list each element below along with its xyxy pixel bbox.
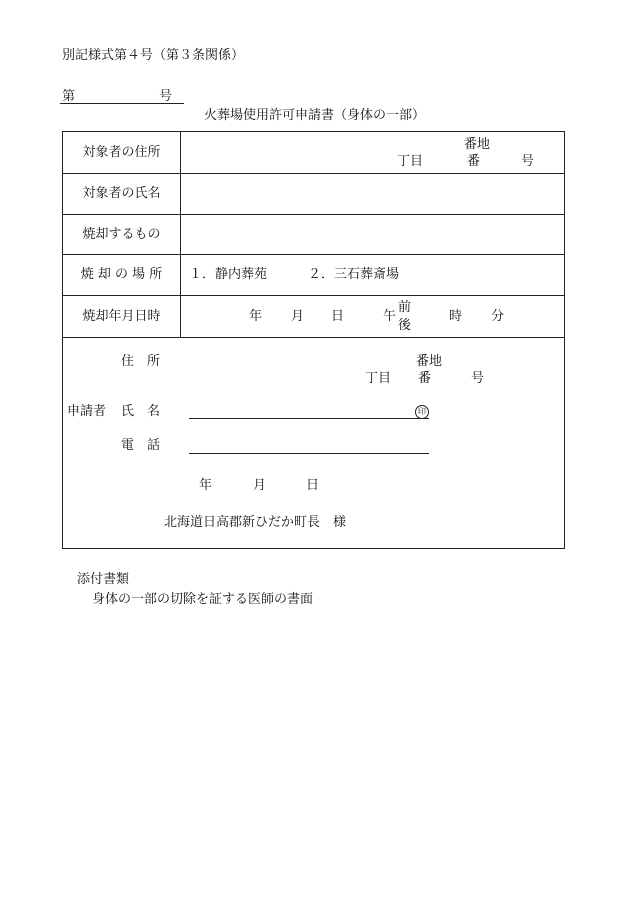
datetime-month: 月	[291, 309, 305, 324]
target-address-field[interactable]	[183, 134, 563, 172]
address-banchi: 番地	[464, 137, 491, 152]
datetime-hour: 時	[449, 309, 463, 324]
applicant-ban: 番	[418, 371, 432, 386]
application-date-year: 年	[199, 478, 213, 493]
applicant-banchi: 番地	[416, 354, 443, 369]
burn-item-field[interactable]	[183, 216, 563, 253]
target-name-field[interactable]	[183, 175, 563, 212]
applicant-phone-field[interactable]	[189, 453, 429, 454]
row-divider	[63, 173, 564, 174]
attachments-heading: 添付書類	[77, 572, 130, 587]
applicant-name-field[interactable]	[189, 418, 429, 419]
datetime-day: 日	[331, 309, 345, 324]
attachments-item: 身体の一部の切除を証する医師の書面	[92, 592, 314, 607]
application-date-month: 月	[253, 478, 267, 493]
seal-icon: 印	[415, 405, 429, 419]
datetime-minute: 分	[491, 309, 505, 324]
target-name-label: 対象者の氏名	[82, 186, 161, 201]
burn-datetime-label: 焼却年月日時	[82, 309, 161, 324]
burn-item-label: 焼却するもの	[82, 227, 161, 242]
burn-place-label: 焼 却 の 場 所	[80, 267, 163, 282]
address-chome: 丁目	[397, 154, 424, 169]
applicant-chome: 丁目	[365, 371, 392, 386]
seal-mark	[415, 404, 429, 419]
datetime-noon: 午	[383, 309, 397, 324]
datetime-am[interactable]: 前	[398, 300, 412, 315]
applicant-name-label: 氏 名	[121, 404, 161, 419]
form-reference: 別記様式第４号（第３条関係）	[62, 48, 245, 63]
applicant-go: 号	[471, 371, 485, 386]
address-go: 号	[521, 154, 535, 169]
row-divider	[63, 337, 564, 338]
datetime-year: 年	[249, 309, 263, 324]
application-form-table	[62, 131, 565, 549]
column-divider	[180, 132, 181, 337]
doc-number-suffix: 号	[159, 89, 173, 104]
row-divider	[63, 295, 564, 296]
applicant-address-label: 住 所	[121, 354, 161, 369]
row-divider	[63, 254, 564, 255]
addressee: 北海道日高郡新ひだか町長 様	[164, 515, 347, 530]
address-ban: 番	[467, 154, 481, 169]
applicant-phone-label: 電 話	[121, 438, 161, 453]
doc-number-prefix: 第	[62, 89, 76, 104]
page-title: 火葬場使用許可申請書（身体の一部）	[204, 108, 426, 123]
applicant-label: 申請者	[67, 404, 107, 419]
applicant-address-field[interactable]	[189, 352, 509, 388]
document-number	[62, 90, 172, 103]
datetime-pm[interactable]: 後	[398, 318, 412, 333]
doc-number-underline	[60, 103, 184, 104]
application-date-day: 日	[306, 478, 320, 493]
row-divider	[63, 214, 564, 215]
target-address-label: 対象者の住所	[82, 145, 161, 160]
place-option-shizunai[interactable]: １．静内葬苑	[189, 267, 268, 282]
place-option-mitsuishi[interactable]: ２．三石葬斎場	[308, 267, 400, 282]
